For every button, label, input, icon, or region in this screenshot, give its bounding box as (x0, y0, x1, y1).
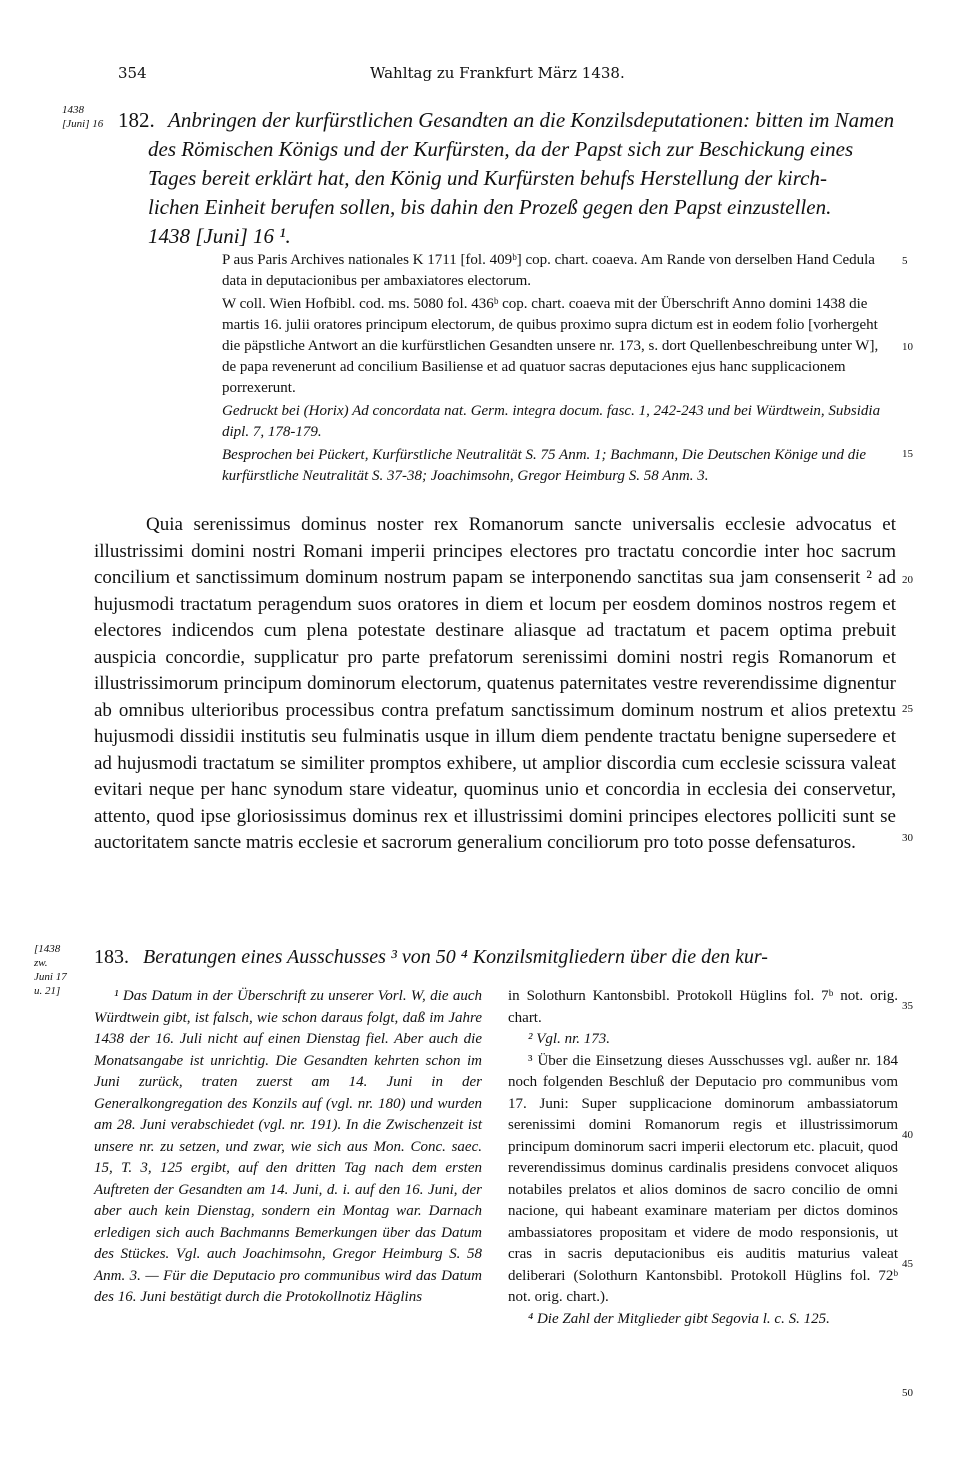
entry-183-heading (94, 946, 900, 969)
margin-date-182: 1438 [Juni] 16 (62, 104, 104, 130)
line-number-25: 25 (902, 703, 913, 715)
margin-date-183: [1438 zw. Juni 17 u. 21] (34, 943, 67, 997)
line-number-5: 5 (902, 255, 908, 267)
regest-line-3: Tages bereit erklärt hat, den König und Kurfürsten behufs Herstellung der kirch- (148, 166, 827, 190)
line-number-20: 20 (902, 574, 913, 586)
regest-line-4: lichen Einheit berufen sollen, bis dahin den Prozeß gegen den Papst einzustellen. (148, 195, 832, 219)
footnote-3: ³ Über die Einsetzung dieses Ausschusses vgl. außer nr. 184 noch folgenden Beschluß der Deputacio pro communibus vom 17. Juni: Super supplicacione dominorum ambassiatorum serenissimi domini Romanorum regis et illustrissimorum principum dominorum sacri imperii electorum etc. placuit, quod reverendissimus dominus cardinalis presidens convocet aliquos notabiles prelatos et alios dominos de sacro concilio de omni nacione, qui habeant examinare materiam per dictos dominos ambassiatores propositam et videre de modo responsionis, ut cras in sacris deputacionibus eis auditis maturius valeat deliberari (Solothurn Kantonsbibl. Protokoll Hüglins fol. 72ᵇ not. orig. chart.). (508, 1052, 898, 1305)
line-number-35: 35 (902, 1000, 913, 1012)
main-text-paragraph: Quia serenissimus dominus noster rex Romanorum sancte universalis ecclesie advocatus et illustrissimi domini nostri Romani imperii principes electores pro tractatu concordie inter hoc sacrum concilium et sanctissimum dominum nostrum papam se interponendo sanctitas sua jam consenserit ² ad hujusmodi tractatum peragendum suos oratores in diem et locum per eosdem dominos nostros regem et electores indicendos cum plena potestate destinare aliasque ad tractatum et pacem optima prebuit auspicia concordie, supplicatur pro parte prefatorum serenissimi domini nostri regis Romanorum et illustrissimorum principum dominorum electorum, quatenus paternitates vestre reverendissime dignentur ab omnibus ulterioribus processibus contra prefatum sanctissimum dominum nostrum et alios pretextu hujusmodi dissidii institutis seu fulminatis usque in illum diem pendente tractatu benigne supersedere et ad hujusmodi tractatum se similiter promptos exhibere, ut amplior discordia cum ecclesie scissura valeat evitari neque per hanc synodum stare videatur, quominus unio et concordia in ecclesia dei conservetur, attento, quod ipse gloriosissimus dominus rex et illustrissimi domini principes electores polliciti sunt se auctoritatem sancte matris ecclesie et sacrorum generalium conciliorum pro toto posse defensaturos. (94, 514, 896, 853)
source-w: W coll. Wien Hofbibl. cod. ms. 5080 fol. 436ᵇ cop. chart. coaeva mit der Überschrift Anno domini 1438 die martis 16. julii oratores principum electorum, de quibus proximo supra dictum est in eodem folio [vorhergeht die päpstliche Antwort an die kurfürstlichen Gesandten unsere nr. 173, s. dort Quellenbeschreibung unter W], de papa revenerunt ad concilium Basiliense et ad quatuor sacras deputaciones ejus hanc supplicacionem porrexerunt. (222, 296, 879, 396)
regest-line-1: Anbringen der kurfürstlichen Gesandten an die Konzilsdeputationen: bitten im Namen (168, 108, 895, 132)
line-number-15: 15 (902, 448, 913, 460)
source-p: P aus Paris Archives nationales K 1711 [fol. 409ᵇ] cop. chart. coaeva. Am Rande von derselben Hand Cedula data in deputacionibus per ambaxiatores electorum. (222, 252, 875, 289)
entry-182-number: 182. (118, 108, 155, 132)
footnotes-left-column (94, 986, 482, 1309)
line-number-40: 40 (902, 1129, 913, 1141)
entry-183-number: 183. (94, 946, 129, 968)
page-number: 354 (118, 64, 147, 82)
source-discussed: Besprochen bei Pückert, Kurfürstliche Neutralität S. 75 Anm. 1; Bachmann, Die Deutschen Könige und die kurfürstliche Neutralität S. 37-38; Joachimsohn, Gregor Heimburg S. 58 Anm. 3. (222, 447, 867, 484)
footnote-4: ⁴ Die Zahl der Mitglieder gibt Segovia l. c. S. 125. (528, 1310, 830, 1327)
line-number-30: 30 (902, 832, 913, 844)
entry-183-title: Beratungen eines Ausschusses ³ von 50 ⁴ Konzilsmitgliedern über die den kur- (143, 946, 768, 968)
regest-line-2: des Römischen Königs und der Kurfürsten, da der Papst sich zur Beschickung eines (148, 137, 854, 161)
entry-182-regest (118, 108, 898, 258)
line-number-50: 50 (902, 1387, 913, 1399)
footnotes-right-column (508, 986, 898, 1330)
line-number-10: 10 (902, 341, 913, 353)
regest-line-5: 1438 [Juni] 16 ¹. (148, 224, 291, 248)
footnote-1: ¹ Das Datum in der Überschrift zu unserer Vorl. W, die auch Würdtwein gibt, ist falsch, wie schon daraus folgt, daß im Jahre 1438 der 16. Juli nicht auf einen Dienstag fiel. Aber auch die Monatsangabe ist unrichtig. Die Gesandten kehrten schon im Juni zurück, traten zuerst am 14. Juni in der Generalkongregation des Konzils auf (vgl. nr. 180) und wurden am 28. Juni verabschiedet (vgl. nr. 191). In die Zwischenzeit ist unsere nr. zu setzen, und zwar, wie sich aus Mon. Conc. saec. 15, T. 3, 125 ergibt, auf den dritten Tag nach dem ersten Auftreten der Gesandten am 14. Juni, d. i. auf den 16. Juni, der aber auch kein Dienstag, sondern ein Montag war. Darnach erledigen sich auch Bachmanns Bemerkungen über das Datum des Stückes. Vgl. auch Joachimsohn, Gregor Heimburg S. 58 Anm. 3. — Für die Deputacio pro communibus wird das Datum des 16. Juni bestätigt durch die Protokollnotiz Häglins (94, 988, 482, 1305)
line-number-45: 45 (902, 1258, 913, 1270)
footnote-1-continuation: in Solothurn Kantonsbibl. Protokoll Hüglins fol. 7ᵇ not. orig. chart. (508, 988, 898, 1026)
main-text-182 (94, 512, 896, 857)
source-description (222, 250, 896, 489)
footnote-2: ² Vgl. nr. 173. (528, 1031, 611, 1047)
source-printed: Gedruckt bei (Horix) Ad concordata nat. Germ. integra docum. fasc. 1, 242-243 und bei Würdtwein, Subsidia dipl. 7, 178-179. (222, 403, 881, 440)
running-title: Wahltag zu Frankfurt März 1438. (370, 64, 625, 82)
